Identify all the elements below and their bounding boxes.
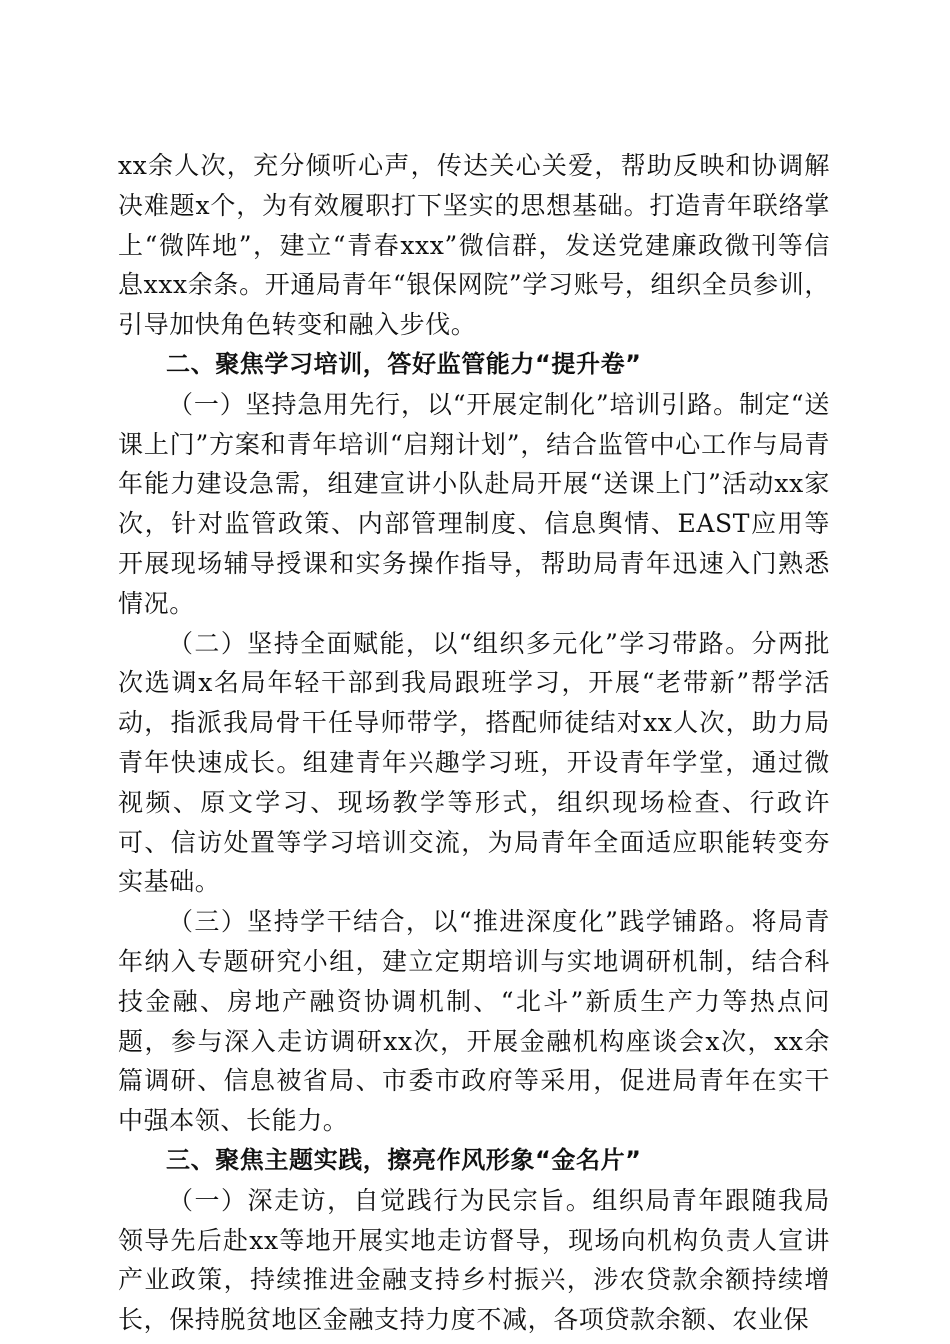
document-body: [118, 146, 830, 1340]
paragraph-deep-visits: （一）深走访，自觉践行为民宗旨。组织局青年跟随我局领导先后赴xx等地开展实地走访督导，现场向机构负责人宣讲产业政策，持续推进金融支持乡村振兴，涉农贷款余额持续增长，保持脱贫地区金融支持力度不减，各项贷款余额、农业保: [118, 1185, 830, 1335]
paragraph-study-work-combine: （三）坚持学干结合，以“推进深度化”践学铺路。将局青年纳入专题研究小组，建立定期培训与实地调研机制，结合科技金融、房地产融资协调机制、“北斗”新质生产力等热点问题，参与深入走访调研xx次，开展金融机构座谈会x次，xx余篇调研、信息被省局、市委市政府等采用，促进局青年在实干中强本领、长能力。: [118, 907, 830, 1136]
section-heading-study-training: 二、聚焦学习培训，答好监管能力“提升卷”: [166, 349, 642, 378]
section-heading-theme-practice: 三、聚焦主题实践，擦亮作风形象“金名片”: [166, 1145, 642, 1174]
paragraph-full-empowerment: （二）坚持全面赋能，以“组织多元化”学习带路。分两批次选调x名局年轻干部到我局跟班学习，开展“老带新”帮学活动，指派我局骨干任导师带学，搭配师徒结对xx人次，助力局青年快速成长。组建青年兴趣学习班，开设青年学堂，通过微视频、原文学习、现场教学等形式，组织现场检查、行政许可、信访处置等学习培训交流，为局青年全面适应职能转变夯实基础。: [118, 628, 830, 897]
paragraph-youth-liaison: xx余人次，充分倾听心声，传达关心关爱，帮助反映和协调解决难题x个，为有效履职打下坚实的思想基础。打造青年联络掌上“微阵地”，建立“青春xxx”微信群，发送党建廉政微刊等信息xxx余条。开通局青年“银保网院”学习账号，组织全员参训，引导加快角色转变和融入步伐。: [118, 151, 830, 340]
paragraph-urgent-first: （一）坚持急用先行，以“开展定制化”培训引路。制定“送课上门”方案和青年培训“启翔计划”，结合监管中心工作与局青年能力建设急需，组建宣讲小队赴局开展“送课上门”活动xx家次，针对监管政策、内部管理制度、信息舆情、EAST应用等开展现场辅导授课和实务操作指导，帮助局青年迅速入门熟悉情况。: [118, 389, 830, 618]
